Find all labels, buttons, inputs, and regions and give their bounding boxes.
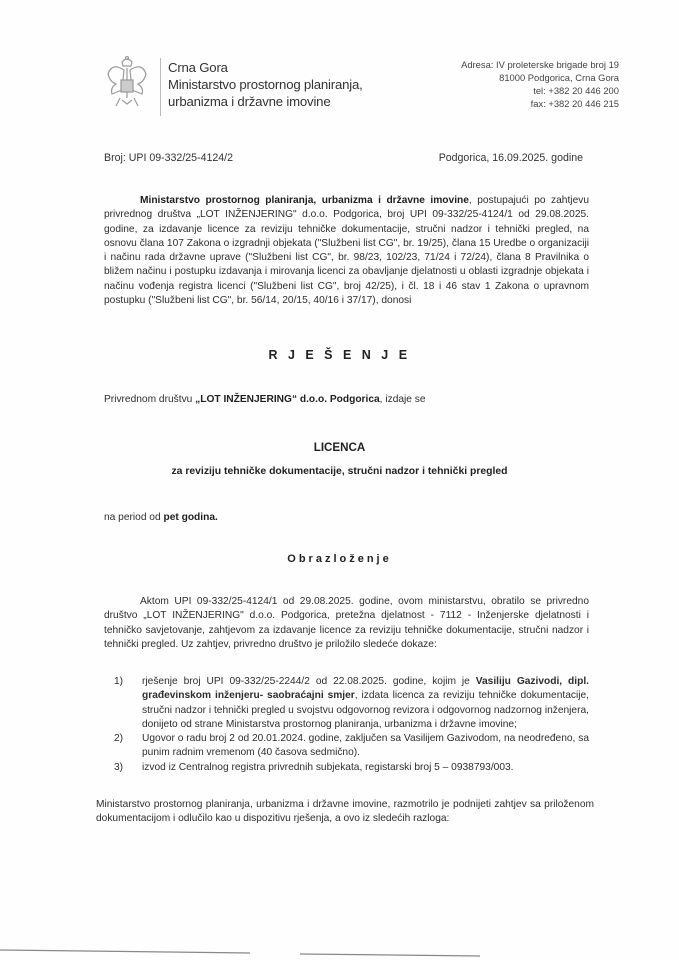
intro-text: , postupajući po zahtjevu privrednog društva „LOT INŽENJERING" d.o.o. Podgorica, broj UPI 09-332/25-4124/1 od 29.08.2025. godine, za izdavanje licence za reviziju tehničke dokumentacije, stručni nadzor i tehnički pregled, na osnovu člana 107 Zakona o izgradnji objekata ("Službeni list CG", br. 19/25), člana 15 Uredbe o organizaciji i načinu rada državne uprave ("Službeni list CG", br. 98/23, 102/23, 71/24 i 72/24), člana 8 Pravilnika o bližem načinu i postupku izdavanja i mirovanja licenci za obavljanje djelatnosti u oblasti izgradnje objekata i načinu vođenja registra licenci ("Službeni list CG", broj 42/25), i čl. 18 i 46 stav 1 Zakona o upravnom postupku ("Službeni list CG", br. 56/14, 20/15, 40/16 i 37/17), donosi — [104, 195, 589, 307]
scan-edge — [0, 946, 679, 958]
list-item — [104, 732, 589, 761]
issuer-block — [168, 59, 363, 110]
intro-paragraph — [104, 194, 589, 308]
fax: fax: +382 20 446 215 — [530, 98, 619, 109]
decision-company: „LOT INŽENJERING“ d.o.o. Podgorica — [195, 394, 380, 405]
list-text — [138, 675, 589, 732]
list-text — [138, 761, 589, 775]
country-name: Crna Gora — [168, 60, 228, 75]
place-date: Podgorica, 16.09.2025. godine — [438, 152, 583, 164]
address-line2: 81000 Podgorica, Crna Gora — [499, 72, 619, 83]
decision-statement — [104, 393, 589, 407]
list-item — [104, 675, 589, 732]
decision-title: R J E Š E N J E — [268, 348, 411, 362]
evidence-list — [104, 675, 589, 775]
ministry-name-line2: urbanizma i državne imovine — [168, 94, 331, 109]
intro-bold-lead: Ministarstvo prostornog planiranja, urbanizma i državne imovine — [140, 195, 469, 206]
list-number: 3) — [114, 761, 124, 773]
phone: tel: +382 20 446 200 — [533, 85, 619, 96]
coat-of-arms-icon — [104, 54, 150, 110]
list-item — [104, 761, 589, 775]
reasoning-paragraph1: Aktom UPI 09-332/25-4124/1 od 29.08.2025. godine, ovom ministarstvu, obratilo se privredno društvo „LOT INŽENJERING" d.o.o. Podgorica, pretežna djelatnost - 7112 - Inženjerske djelatnosti i tehničko savjetovanje, zahtjevom za izdavanje licence za reviziju tehničke dokumentacije, stručni nadzor i tehnički pregled. Uz zahtjev, privredno društvo je priložilo sledeće dokaze: — [104, 596, 589, 650]
item-text-pre: Ugovor o radu broj 2 od 20.01.2024. godine, zaključen sa Vasilijem Gazivodom, na neodređeno, sa punim radnim vremenom (40 časova sedmično). — [142, 733, 589, 759]
period-bold: pet godina. — [163, 512, 218, 523]
address-line1: Adresa: IV proleterske brigade broj 19 — [461, 59, 619, 70]
item-text-pre: rješenje broj UPI 09-332/25-2244/2 od 22.08.2025. godine, kojim je — [142, 676, 476, 687]
item-text-post: , izdata licenca za reviziju tehničke dokumentacije, stručni nadzor i tehnički pregled u svojstvu odgovornog revizora i odgovornog nadzornog inženjera, donijeto od strane Ministarstva prostornog planiranja, urbanizma i državne imovine; — [142, 690, 589, 730]
list-text — [138, 732, 589, 761]
list-number: 2) — [114, 733, 124, 745]
item-text-pre: izvod iz Centralnog registra privrednih subjekata, registarski broj 5 – 0938793/003. — [142, 761, 514, 773]
reference-number: Broj: UPI 09-332/25-4124/2 — [104, 152, 233, 164]
item-text-bold: Vasiliju Gazivodi, dipl. građevinskom inženjeru- saobraćajni smjer — [142, 676, 589, 702]
reasoning-paragraph2: Ministarstvo prostornog planiranja, urbanizma i državne imovine, razmotrilo je podnijeti zahtjev sa priloženom dokumentacijom i odlučilo kao u dispozitivu rješenja, a ovo iz sledećih razloga: — [96, 799, 594, 825]
ministry-name-line1: Ministarstvo prostornog planiranja, — [168, 77, 363, 92]
reasoning-title: Obrazloženje — [287, 553, 392, 565]
list-number: 1) — [114, 676, 124, 687]
license-subtitle: za reviziju tehničke dokumentacije, stručni nadzor i tehnički pregled — [171, 466, 508, 477]
decision-suffix: , izdaje se — [379, 394, 426, 405]
header-divider — [160, 58, 161, 116]
license-title: LICENCA — [313, 441, 366, 454]
license-period — [104, 511, 589, 525]
period-prefix: na period od — [104, 512, 164, 523]
decision-prefix: Privrednom društvu — [104, 394, 196, 405]
contact-block — [461, 58, 619, 110]
